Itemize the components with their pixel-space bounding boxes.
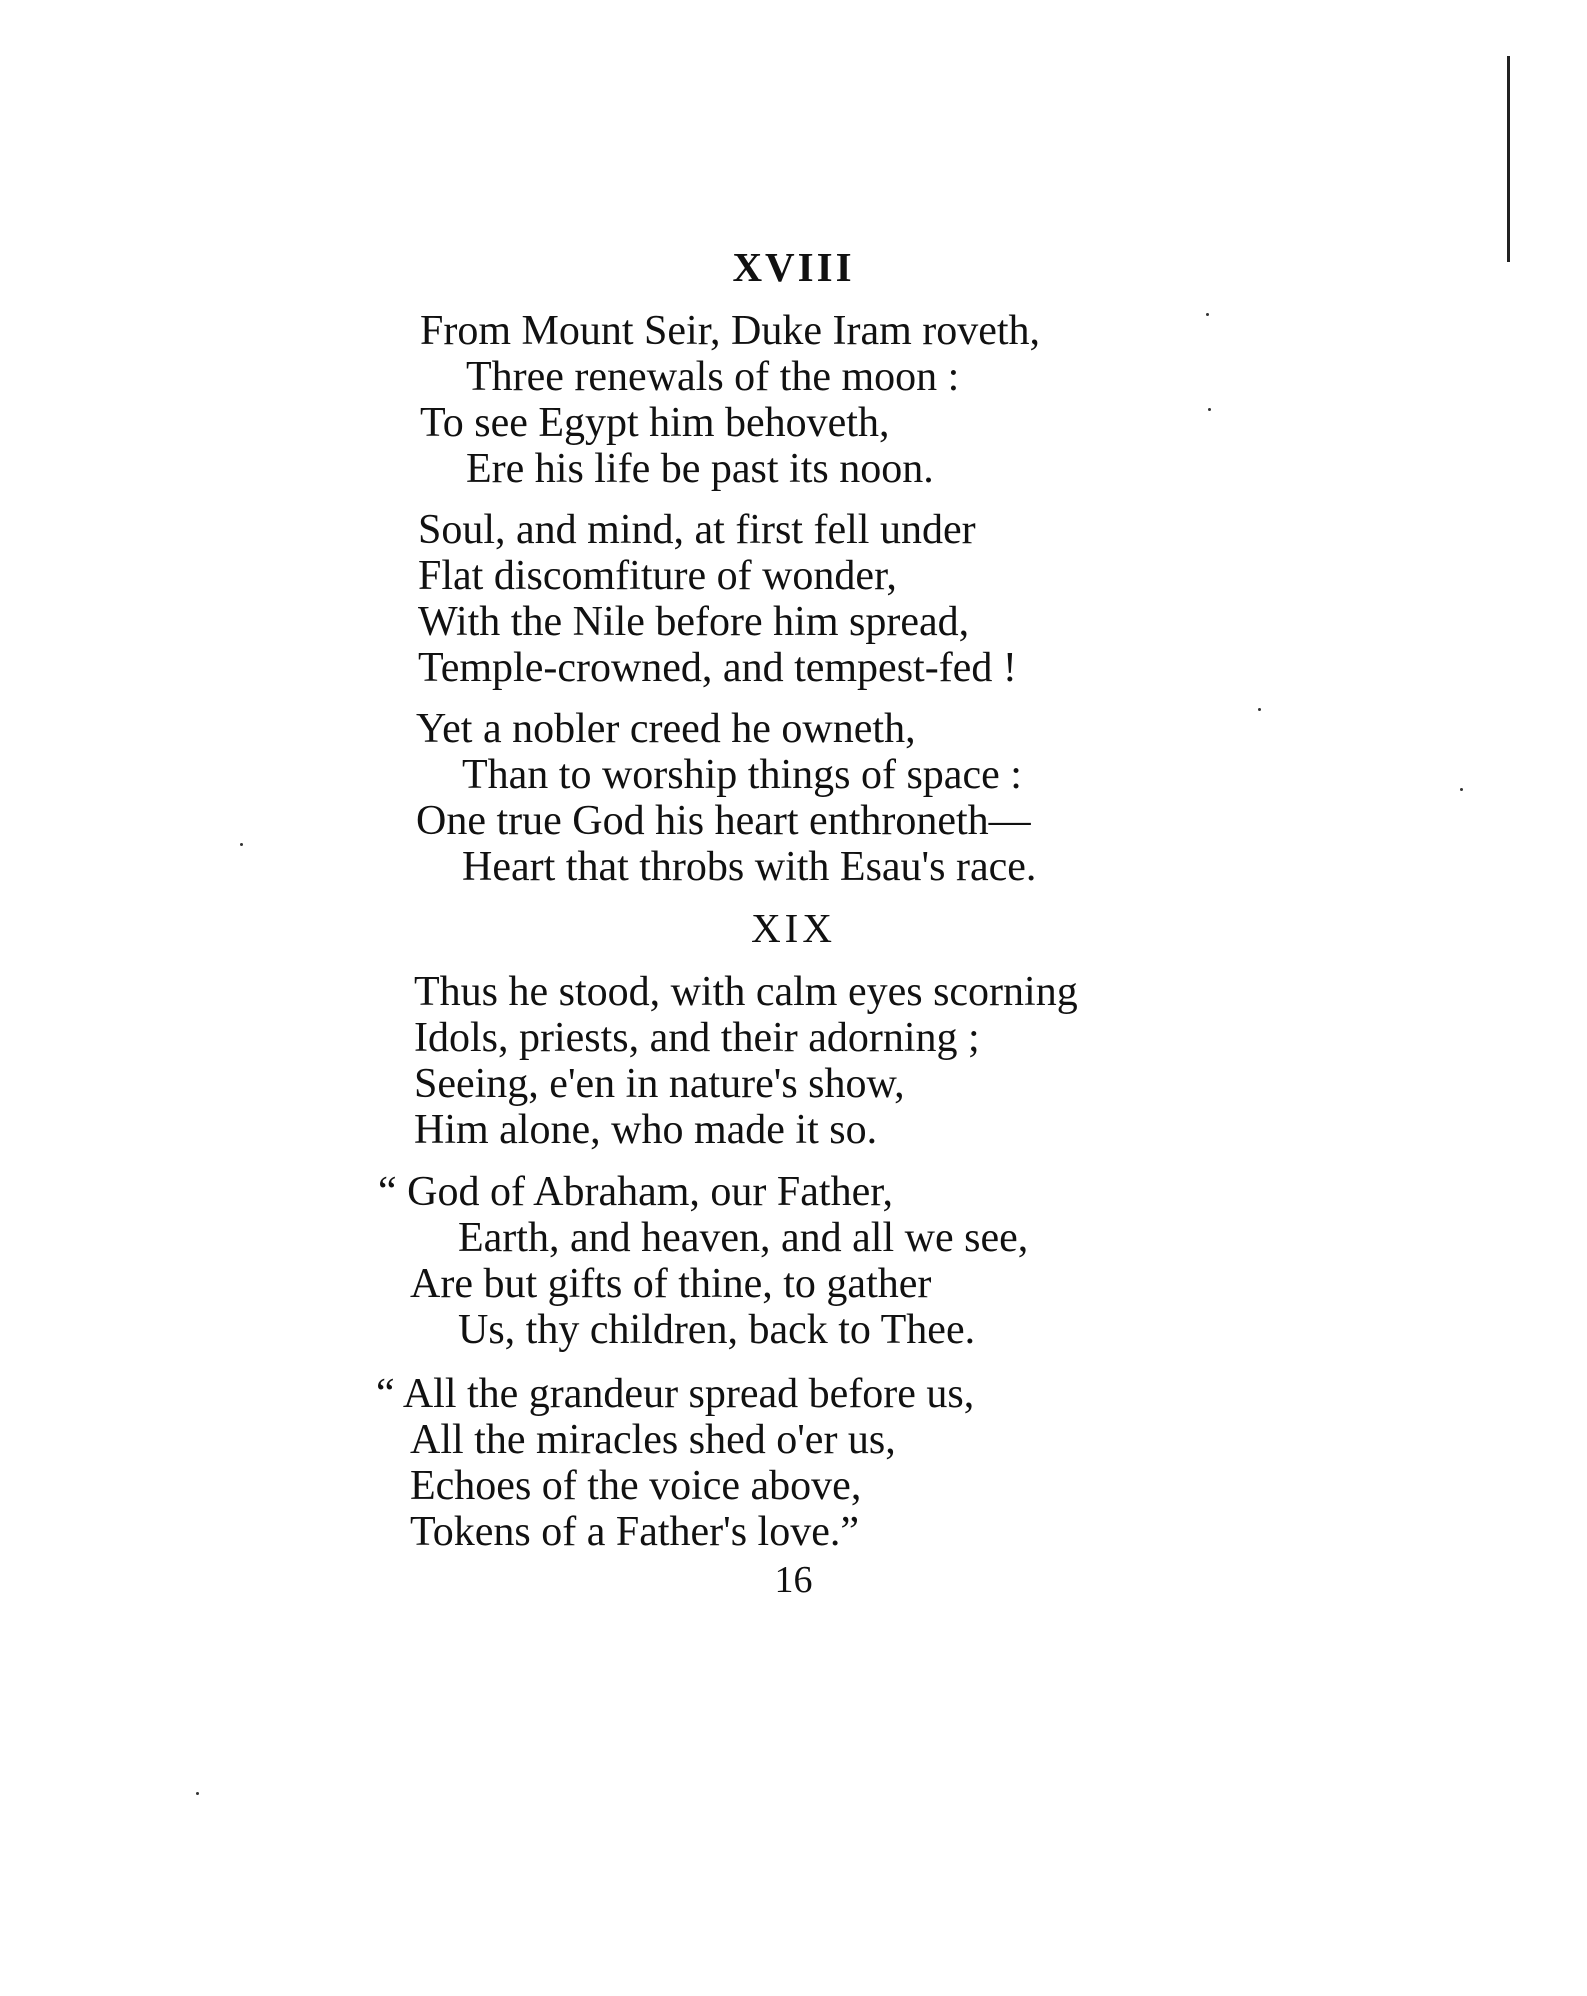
verse-line: Three renewals of the moon : (466, 354, 960, 400)
verse-line: Yet a nobler creed he owneth, (416, 706, 916, 752)
verse-line: “ God of Abraham, our Father, (378, 1169, 894, 1215)
section-heading-xviii: XVIII (732, 244, 855, 290)
margin-rule (1507, 56, 1510, 262)
verse-line: With the Nile before him spread, (418, 599, 970, 645)
scan-speck (196, 1792, 199, 1795)
verse-line: Us, thy children, back to Thee. (458, 1307, 976, 1353)
verse-line: Idols, priests, and their adorning ; (414, 1015, 980, 1061)
verse-line: Than to worship things of space : (462, 752, 1022, 798)
verse-line: From Mount Seir, Duke Iram roveth, (420, 308, 1041, 354)
verse-line: All the miracles shed o'er us, (410, 1417, 896, 1463)
scan-speck (1208, 408, 1211, 411)
scan-speck (240, 843, 243, 846)
verse-line: Tokens of a Father's love.” (410, 1509, 859, 1555)
verse-line: Echoes of the voice above, (410, 1463, 862, 1509)
verse-line: Thus he stood, with calm eyes scorning (414, 969, 1078, 1015)
scan-speck (1258, 708, 1261, 711)
section-heading-xix: XIX (751, 905, 836, 951)
page-number: 16 (774, 1559, 813, 1601)
verse-line: Soul, and mind, at first fell under (418, 507, 976, 553)
verse-line: Are but gifts of thine, to gather (410, 1261, 932, 1307)
verse-line: Seeing, e'en in nature's show, (414, 1061, 905, 1107)
verse-line: Ere his life be past its noon. (466, 446, 934, 492)
verse-line: Flat discomfiture of wonder, (418, 553, 897, 599)
verse-line: “ All the grandeur spread before us, (376, 1371, 975, 1417)
scan-speck (1460, 788, 1463, 791)
verse-line: One true God his heart enthroneth— (416, 798, 1031, 844)
verse-line: Him alone, who made it so. (414, 1107, 878, 1153)
scan-speck (1206, 313, 1209, 316)
verse-line: Heart that throbs with Esau's race. (462, 844, 1037, 890)
verse-line: Earth, and heaven, and all we see, (458, 1215, 1029, 1261)
verse-line: To see Egypt him behoveth, (420, 400, 890, 446)
verse-line: Temple-crowned, and tempest-fed ! (418, 645, 1017, 691)
